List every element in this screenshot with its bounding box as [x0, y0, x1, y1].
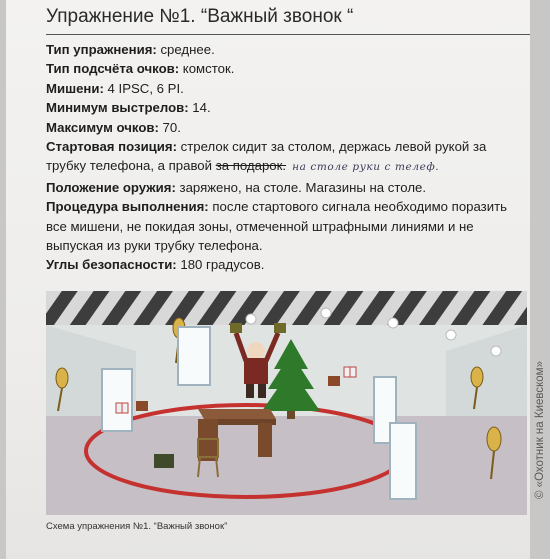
field-start-position: Стартовая позиция: стрелок сидит за столом, держась левой рукой за трубку телефона, а правой за подарок. на столе руки с телеф. — [46, 139, 487, 174]
gift-box — [328, 376, 340, 386]
ceiling-stripes — [46, 291, 527, 325]
exercise-description — [46, 40, 524, 275]
field-procedure: Процедура выполнения: после стартового сигнала необходимо поразить все мишени, не покидая зоны, отмеченной штрафными линиями и не выпуская из руки трубку телефона. — [46, 199, 507, 254]
handwritten-note: на столе руки с телеф. — [292, 161, 440, 174]
door-frame — [390, 423, 416, 499]
field-safety-angles: Углы безопасности: 180 градусов. — [46, 257, 265, 273]
gift-box — [136, 401, 148, 411]
door-frame — [102, 369, 132, 431]
struck-text: за подарок. — [215, 158, 287, 174]
door-frame — [178, 327, 210, 385]
field-exercise-type: Тип упражнения: среднее. — [46, 42, 215, 57]
gift-box — [116, 403, 128, 413]
field-max-points: Максимум очков: 70. — [46, 119, 181, 135]
figure-caption: Схема упражнения №1. “Важный звонок” — [46, 521, 228, 532]
gift-box — [154, 454, 174, 468]
watermark: © «Охотник на Киевском» — [534, 360, 546, 499]
page-title: Упражнение №1. “Важный звонок “ — [46, 6, 354, 27]
field-scoring-type: Тип подсчёта очков: комсток. — [46, 61, 235, 77]
field-targets: Мишени: 4 IPSC, 6 PI. — [46, 80, 184, 96]
field-min-shots: Минимум выстрелов: 14. — [46, 100, 211, 116]
document-page — [6, 0, 530, 559]
title-underline — [46, 34, 530, 35]
exercise-scheme-illustration — [46, 291, 527, 515]
gift-box — [344, 367, 356, 377]
field-weapon-position: Положение оружия: заряжено, на столе. Магазины на столе. — [46, 179, 427, 195]
